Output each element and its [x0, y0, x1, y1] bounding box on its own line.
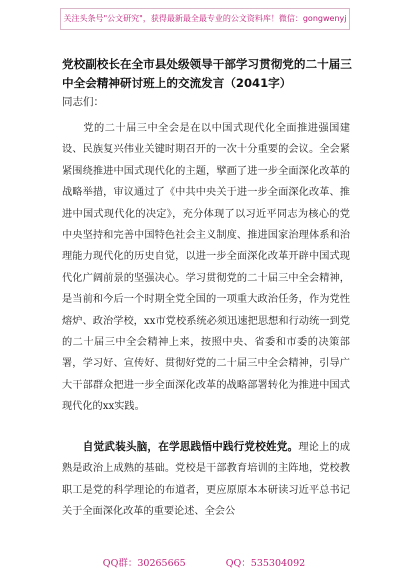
- promo-banner: 关注头条号"公文研究"，获得最新最全最专业的公文资料库！微信：gongwenyj: [60, 8, 350, 30]
- footer-contacts: [0, 555, 408, 569]
- qq-number: QQ：535304092: [225, 558, 306, 569]
- document-title: 党校副校长在全市县处级领导干部学习贯彻党的二十届三中全会精神研讨班上的交流发言（2041字）: [62, 57, 352, 90]
- paragraph-2-lead: 自觉武装头脑，在学思践悟中践行党校姓党。: [82, 441, 299, 453]
- paragraph-2-text: 理论上的成熟是政治上成熟的基础。党校是干部教育培训的主阵地，党校教职工是党的科学理论的布道者，更应原原本本研读习近平总书记关于全面深化改革的重要论述、全会公: [62, 442, 351, 518]
- salutation: 同志们：: [62, 96, 104, 108]
- qq-group-number: QQ群：30265665: [102, 558, 186, 569]
- body-paragraph-2: [62, 437, 350, 523]
- body-paragraph-1: 党的二十届三中全会是在以中国式现代化全面推进强国建设、民族复兴伟业关键时期召开的一次十分重要的会议。全会紧紧围绕推进中国式现代化的主题，擘画了进一步全面深化改革的战略举措，审议通过了《中共中央关于进一步全面深化改革、推进中国式现代化的决定》，充分体现了以习近平同志为核心的党中央坚持和完善中国特色社会主义制度、推进国家治理体系和治理能力现代化的历史自觉，以进一步全面深化改革开辟中国式现代化广阔前景的坚强决心。学习贯彻党的二十届三中全会精神，是当前和今后一个时期全党全国的一项重大政治任务，作为党性熔炉、政治学校，xx市党校系统必须迅速把思想和行动统一到党的二十届三中全会精神上来，按照中央、省委和市委的决策部署，学习好、宣传好、贯彻好党的二十届三中全会精神，引导广大干部群众把进一步全面深化改革的战略部署转化为推进中国式现代化的xx实践。: [62, 123, 350, 413]
